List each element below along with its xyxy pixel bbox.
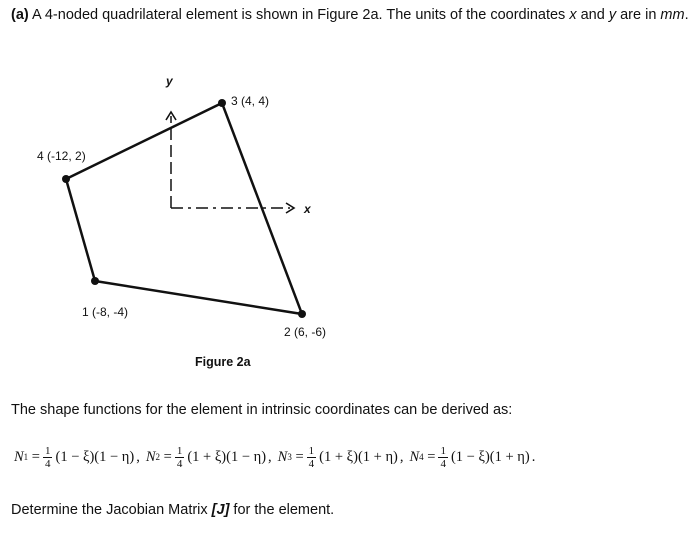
node-2-dot: [298, 310, 306, 318]
intro-period: .: [684, 7, 689, 23]
x-axis-label: x: [304, 202, 311, 216]
part-label: (a): [11, 7, 29, 23]
node-3-dot: [218, 99, 226, 107]
node-3-label: 3 (4, 4): [231, 94, 270, 108]
shape-functions-intro: The shape functions for the element in intrinsic coordinates can be derived as:: [11, 402, 513, 418]
node-2-label: 2 (6, -6): [284, 325, 327, 339]
task-statement: [11, 502, 334, 518]
node-4-dot: [62, 175, 70, 183]
shape-function-n3: N 3 = $\frac{1}{4}$ (1 + ξ)(1 + η) ,: [277, 444, 404, 470]
task-text-2: for the element.: [229, 502, 335, 518]
jacobian-symbol: [J]: [211, 502, 230, 518]
problem-statement: [11, 4, 693, 26]
shape-function-n1: N 1 = $\frac{1}{4}$ (1 − ξ)(1 − η) ,: [14, 444, 140, 470]
figure-2a: [0, 60, 700, 380]
intro-text-2: are in: [616, 7, 661, 23]
shape-function-n2: N 2 = $\frac{1}{4}$ (1 + ξ)(1 − η) ,: [145, 444, 272, 470]
y-axis-label: y: [166, 74, 173, 88]
shape-function-equations: [14, 432, 541, 482]
figure-caption: Figure 2a: [195, 355, 251, 369]
intro-text-1: A 4-noded quadrilateral element is shown in Figure 2a. The units of the coordinates: [28, 7, 570, 23]
node-1-label: 1 (-8, -4): [82, 305, 129, 319]
node-1-dot: [91, 277, 99, 285]
y-variable: y: [608, 7, 617, 23]
task-text-1: Determine the Jacobian Matrix: [11, 502, 212, 518]
intro-and: and: [576, 7, 609, 23]
x-variable: x: [569, 7, 577, 23]
shape-function-n4: N 4 = $\frac{1}{4}$ (1 − ξ)(1 + η) .: [409, 444, 536, 470]
quad-element-outline: [66, 103, 302, 314]
node-4-label: 4 (-12, 2): [37, 149, 86, 163]
units: mm: [660, 7, 685, 23]
